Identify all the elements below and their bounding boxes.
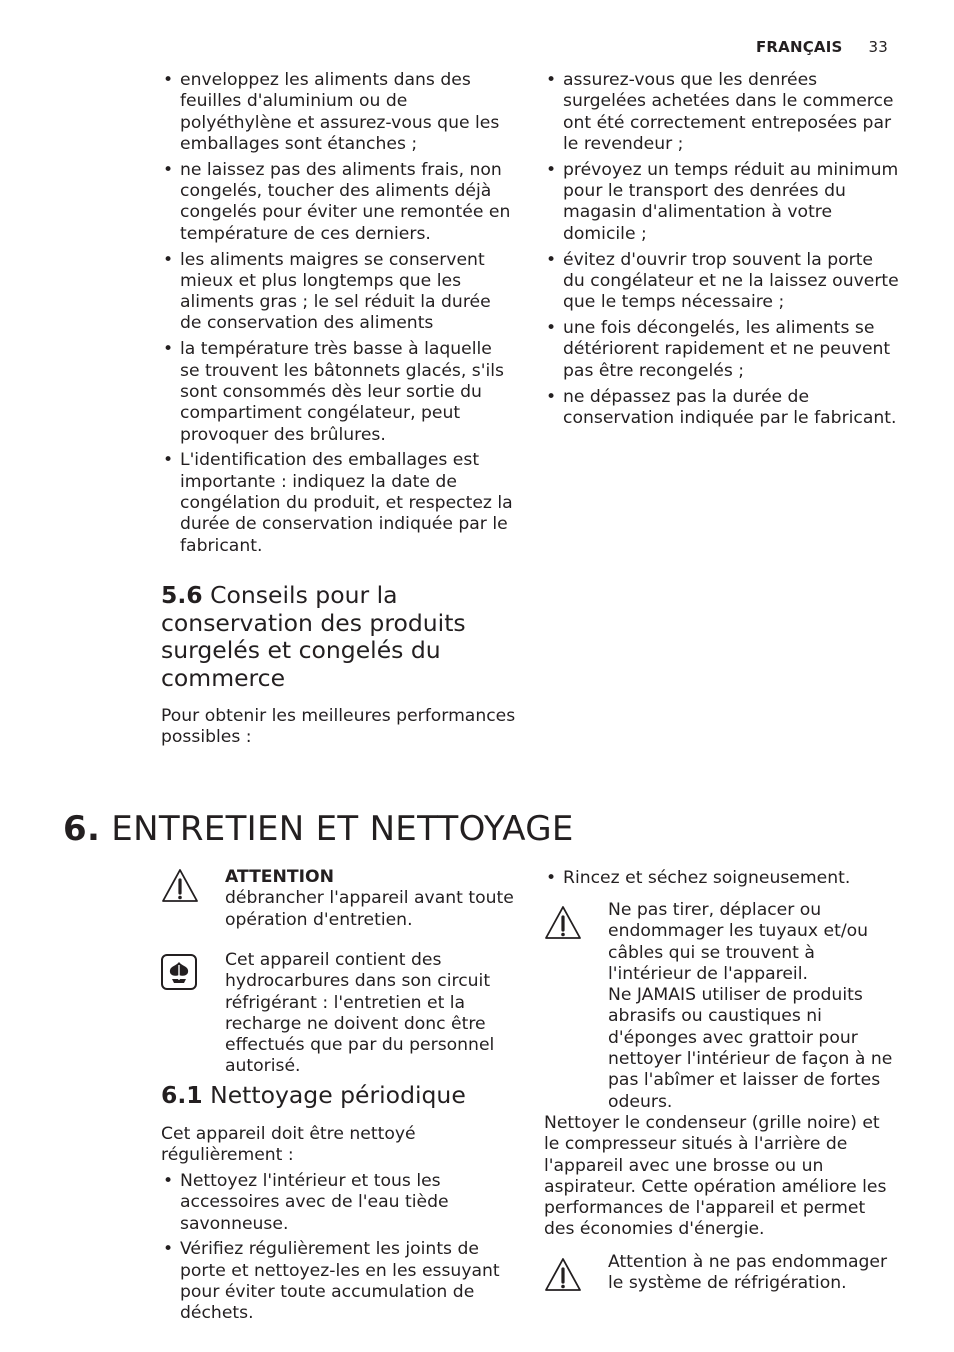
list-item: • prévoyez un temps réduit au minimum pour le transport des denrées du magasin d'alimentation à votre domicile ;: [544, 160, 899, 245]
list-item: • Vérifiez régulièrement les joints de porte et nettoyez-les en les essuyant pour éviter toute accumulation de déchets.: [161, 1239, 516, 1324]
condenser-paragraph: Nettoyer le condenseur (grille noire) et le compresseur situés à l'arrière de l'appareil avec une brosse ou un aspirateur. Cette opération améliore les performances de l'appareil et permet des économies d'énergie.: [544, 1113, 887, 1240]
attention-heading: ATTENTION: [225, 867, 335, 887]
attention-note: [225, 867, 515, 931]
cleaning-steps-list: [161, 1171, 516, 1329]
list-item: • Rincez et séchez soigneusement.: [544, 868, 899, 889]
freezing-tips-list: [161, 70, 516, 557]
list-item: • une fois décongelés, les aliments se détériorent rapidement et ne peuvent pas être recongelés ;: [544, 318, 899, 382]
right-column-top: [544, 70, 899, 434]
header-language: FRANÇAIS: [755, 38, 843, 56]
refrigeration-warning-note: [608, 1252, 898, 1295]
environment-icon: [160, 953, 198, 997]
warning-icon: [160, 867, 200, 911]
list-item: • évitez d'ouvrir trop souvent la porte du congélateur et ne la laissez ouverte que le temps nécessaire ;: [544, 250, 899, 314]
section-number: 6.1: [161, 1081, 203, 1109]
section-title: Conseils pour la conservation des produits surgelés et congelés du commerce: [161, 581, 466, 692]
list-item: • L'identification des emballages est importante : indiquez la date de congélation du produit, et respectez la durée de conservation indiquée par le fabricant.: [161, 450, 516, 556]
page-number: 33: [868, 38, 888, 56]
warning-icon: [543, 1256, 583, 1300]
list-item: • ne dépassez pas la durée de conservation indiquée par le fabricant.: [544, 387, 899, 430]
list-item: • enveloppez les aliments dans des feuilles d'aluminium ou de polyéthylène et assurez-vous que les emballages sont étanches ;: [161, 70, 516, 155]
left-column-top: [161, 70, 516, 562]
hydrocarbon-text: Cet appareil contient des hydrocarbures dans son circuit réfrigérant : l'entretien et la recharge ne doivent donc être effectués que par du personnel autorisé.: [225, 950, 495, 1077]
section-5-6-intro: Pour obtenir les meilleures performances possibles :: [161, 706, 516, 748]
abrasive-warning-text: Ne JAMAIS utiliser de produits abrasifs ou caustiques ni d'éponges avec grattoir pour nettoyer l'intérieur de façon à ne pas l'abîmer et laisser de fortes odeurs.: [608, 985, 893, 1112]
pipes-warning-text: Ne pas tirer, déplacer ou endommager les tuyaux et/ou câbles qui se trouvent à l'intérieur de l'appareil.: [608, 900, 869, 984]
rinse-list: [544, 868, 899, 894]
refrigeration-warning-text: Attention à ne pas endommager le système de réfrigération.: [608, 1252, 888, 1294]
section-6-1-intro: Cet appareil doit être nettoyé régulièrement :: [161, 1124, 416, 1166]
section-title: Nettoyage périodique: [210, 1081, 466, 1109]
list-item: • les aliments maigres se conservent mieux et plus longtemps que les aliments gras ; le sel réduit la durée de conservation des aliments: [161, 250, 516, 335]
attention-text: débrancher l'appareil avant toute opération d'entretien.: [225, 888, 514, 930]
list-item: • assurez-vous que les denrées surgelées achetées dans le commerce ont été correctement entreposées par le revendeur ;: [544, 70, 899, 155]
hydrocarbon-note: [225, 950, 515, 1078]
list-item: • la température très basse à laquelle se trouvent les bâtonnets glacés, s'ils sont consommés dès leur sortie du compartiment congélateur, peut provoquer des brûlures.: [161, 339, 516, 445]
chapter-number: 6.: [63, 809, 101, 849]
page-header: [756, 38, 888, 56]
frozen-storage-tips-list: [544, 70, 899, 429]
warning-icon: [543, 904, 583, 948]
section-5-6-heading: [161, 582, 516, 692]
section-number: 5.6: [161, 581, 203, 609]
pipes-warning-note: [608, 900, 898, 1113]
list-item: • Nettoyez l'intérieur et tous les accessoires avec de l'eau tiède savonneuse.: [161, 1171, 516, 1235]
chapter-title: ENTRETIEN ET NETTOYAGE: [111, 809, 574, 849]
section-6-1-heading: [161, 1080, 466, 1110]
chapter-heading: [63, 808, 574, 850]
list-item: • ne laissez pas des aliments frais, non congelés, toucher des aliments déjà congelés pour éviter une remontée en température de ces derniers.: [161, 160, 516, 245]
